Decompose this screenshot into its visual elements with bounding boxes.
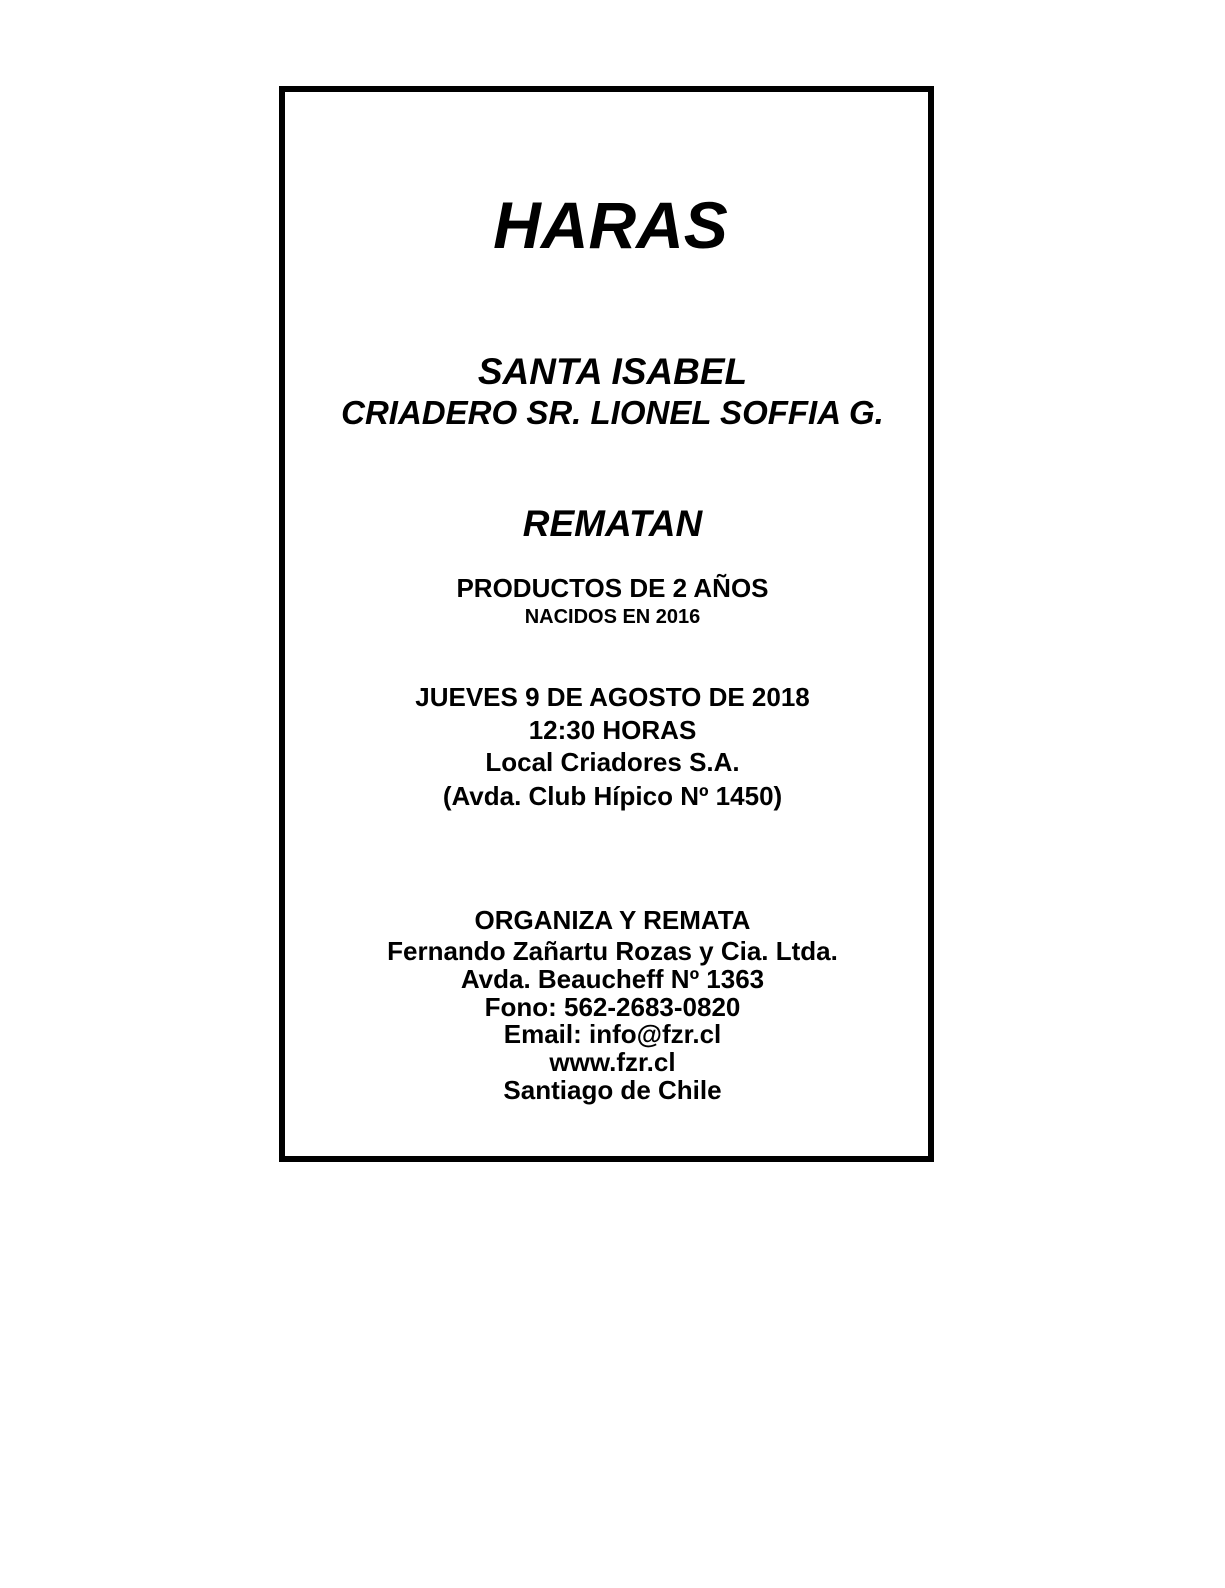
birth-year: NACIDOS EN 2016 (524, 606, 701, 628)
criadero-name: CRIADERO SR. LIONEL SOFFIA G. (341, 394, 884, 431)
organizer-city: Santiago de Chile (503, 1075, 722, 1105)
event-date: JUEVES 9 DE AGOSTO DE 2018 (415, 682, 810, 712)
haras-name: SANTA ISABEL (477, 351, 748, 392)
auction-action: REMATAN (522, 503, 703, 544)
organizer-address: Avda. Beaucheff Nº 1363 (460, 964, 765, 994)
products-description: PRODUCTOS DE 2 AÑOS (456, 573, 769, 603)
organizer-email: Email: info@fzr.cl (503, 1019, 722, 1049)
event-venue: Local Criadores S.A. (485, 747, 740, 777)
organizer-website: www.fzr.cl (549, 1047, 676, 1077)
organizer-heading: ORGANIZA Y REMATA (474, 905, 751, 935)
event-time: 12:30 HORAS (528, 715, 697, 745)
organizer-company: Fernando Zañartu Rozas y Cia. Ltda. (387, 936, 838, 966)
organizer-phone: Fono: 562-2683-0820 (484, 992, 741, 1022)
poster-title: HARAS (493, 188, 728, 262)
event-address: (Avda. Club Hípico Nº 1450) (442, 781, 783, 811)
